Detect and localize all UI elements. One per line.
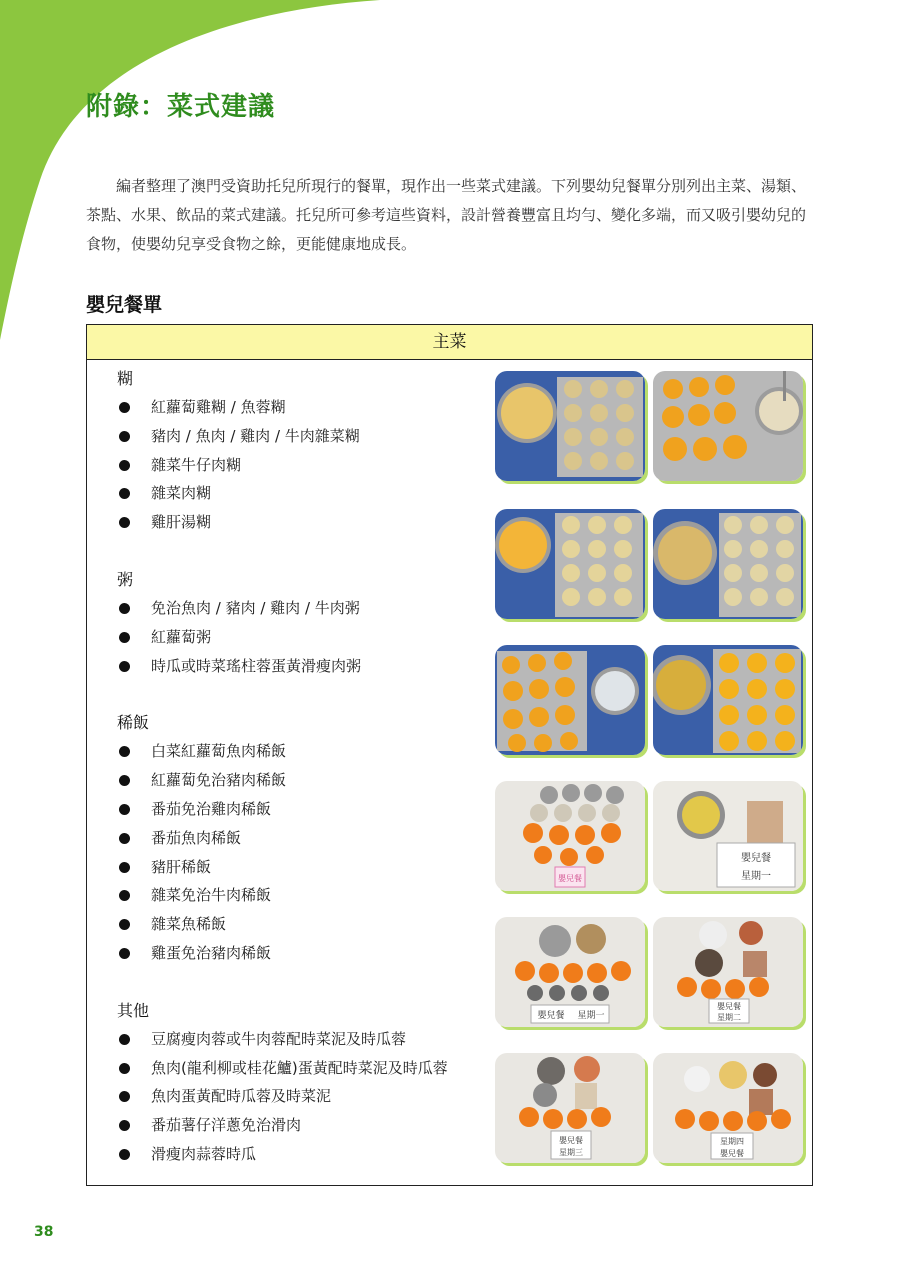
photo-label: 嬰兒餐 <box>717 1002 741 1011</box>
photo-label: 星期一 <box>577 1011 605 1021</box>
list-item: 魚肉蛋黃配時瓜蓉及時菜泥 <box>117 1082 497 1111</box>
group-soft-rice <box>117 709 497 967</box>
photo-label: 嬰兒餐 <box>537 1011 565 1021</box>
group-title: 糊 <box>117 369 134 388</box>
photo-label: 嬰兒餐 <box>559 1136 583 1145</box>
list-item: 白菜紅蘿蔔魚肉稀飯 <box>117 737 497 766</box>
bullet-icon <box>119 488 130 499</box>
photo-label: 星期四 <box>720 1137 744 1146</box>
bullet-icon <box>119 661 130 672</box>
main-dish-table <box>86 324 813 1186</box>
bullet-icon <box>119 402 130 413</box>
intro-paragraph: 編者整理了澳門受資助托兒所現行的餐單，現作出一些菜式建議。下列嬰幼兒餐單分別列出主菜、湯類、茶點、水果、飲品的菜式建議。托兒所可參考這些資料，設計營養豐富且均勻、變化多端，而又吸引嬰幼兒的食物，使嬰幼兒享受食物之餘，更能健康地成長。 <box>86 177 807 253</box>
bullet-icon <box>119 603 130 614</box>
bullet-icon <box>119 746 130 757</box>
food-photo <box>653 1053 803 1163</box>
food-photo <box>653 645 803 755</box>
section-title: 嬰兒餐單 <box>86 294 163 316</box>
list-item: 雜菜牛仔肉糊 <box>117 451 497 480</box>
page-number: 38 <box>34 1224 54 1240</box>
food-photo <box>653 781 803 891</box>
group-title: 其他 <box>117 1000 150 1020</box>
food-photo <box>495 917 645 1027</box>
list-item: 雜菜免治牛肉稀飯 <box>117 881 497 910</box>
bullet-icon <box>119 890 130 901</box>
group-other <box>117 997 497 1169</box>
food-photo <box>495 371 645 481</box>
list-item: 豬肉 / 魚肉 / 雞肉 / 牛肉雜菜糊 <box>117 422 497 451</box>
table-header: 主菜 <box>87 325 812 360</box>
bullet-icon <box>119 1091 130 1102</box>
bullet-icon <box>119 775 130 786</box>
list-item: 時瓜或時菜瑤柱蓉蛋黃滑瘦肉粥 <box>117 652 497 681</box>
group-title: 粥 <box>117 569 134 589</box>
photo-label: 嬰兒餐 <box>741 853 771 864</box>
food-photo <box>495 509 645 619</box>
bullet-icon <box>119 517 130 528</box>
photo-label: 嬰兒餐 <box>558 874 582 883</box>
list-item: 魚肉(龍利柳或桂花鱸)蛋黃配時菜泥及時瓜蓉 <box>117 1054 497 1083</box>
page-title: 附錄：菜式建議 <box>86 92 276 122</box>
list-item: 紅蘿蔔粥 <box>117 623 497 652</box>
list-item: 雞肝湯糊 <box>117 508 497 537</box>
photo-label: 星期二 <box>717 1013 741 1022</box>
list-item: 雞蛋免治豬肉稀飯 <box>117 939 497 968</box>
bullet-icon <box>119 804 130 815</box>
bullet-icon <box>119 632 130 643</box>
food-photo <box>653 509 803 619</box>
food-photo <box>495 781 645 891</box>
list-item: 雜菜肉糊 <box>117 479 497 508</box>
list-item: 雜菜魚稀飯 <box>117 910 497 939</box>
photo-label: 星期一 <box>741 871 771 882</box>
bullet-icon <box>119 833 130 844</box>
list-item: 番茄薯仔洋蔥免治滑肉 <box>117 1111 497 1140</box>
group-paste <box>117 365 497 537</box>
group-congee <box>117 566 497 680</box>
bullet-icon <box>119 919 130 930</box>
dish-list <box>117 365 497 1198</box>
list-item: 番茄免治雞肉稀飯 <box>117 795 497 824</box>
bullet-icon <box>119 1120 130 1131</box>
list-item: 免治魚肉 / 豬肉 / 雞肉 / 牛肉粥 <box>117 594 497 623</box>
bullet-icon <box>119 862 130 873</box>
list-item: 番茄魚肉稀飯 <box>117 824 497 853</box>
food-photo <box>653 917 803 1027</box>
group-title: 稀飯 <box>117 713 150 733</box>
food-photo <box>653 371 803 481</box>
bullet-icon <box>119 460 130 471</box>
photo-label: 星期三 <box>559 1148 583 1157</box>
list-item: 滑瘦肉蒜蓉時瓜 <box>117 1140 497 1169</box>
bullet-icon <box>119 948 130 959</box>
list-item: 豬肝稀飯 <box>117 853 497 882</box>
food-photo <box>495 645 645 755</box>
bullet-icon <box>119 1063 130 1074</box>
bullet-icon <box>119 1034 130 1045</box>
food-photo <box>495 1053 645 1163</box>
list-item: 紅蘿蔔免治豬肉稀飯 <box>117 766 497 795</box>
bullet-icon <box>119 1149 130 1160</box>
photo-label: 嬰兒餐 <box>720 1149 744 1158</box>
list-item: 豆腐瘦肉蓉或牛肉蓉配時菜泥及時瓜蓉 <box>117 1025 497 1054</box>
bullet-icon <box>119 431 130 442</box>
list-item: 紅蘿蔔雞糊 / 魚蓉糊 <box>117 393 497 422</box>
